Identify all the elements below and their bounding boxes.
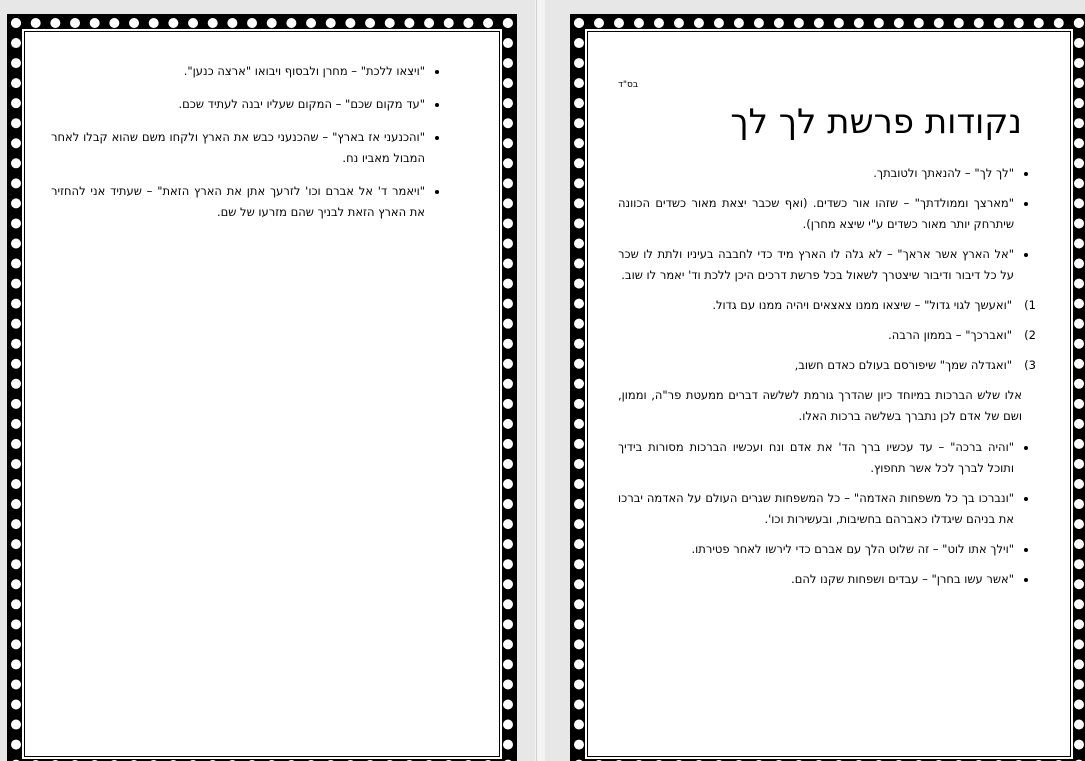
list-item: • "מארצך וממולדתך" – שזהו אור כשדים. (ואף שכבר יצאת מאור כשדים הכוונה שיתרחק יותר מאור כשדים ע"י שיצא מחרן). (618, 193, 1014, 235)
numbered-item (618, 295, 1036, 316)
list-item: • "לך לך" – להנאתך ולטובתך. (618, 163, 1014, 184)
list-item: • "אשר עשו בחרן" – עבדים ושפחות שקנו להם. (618, 569, 1014, 590)
list-item: • "ויאמר ד' אל אברם וכו' לזרעך אתן את הארץ הזאת" – שעתיד אני להחזיר את הארץ הזאת לבניך שהם מזרעו של שם. (51, 181, 425, 223)
bullet-list (51, 61, 447, 223)
list-item: • "אל הארץ אשר אראך" – לא גלה לו הארץ מיד כדי לחבבה בעיניו ולתת לו שכר על כל דיבור ודיבור שיצטרך לשאול בכל פרשת דרכים היכן ללכת וד' יאמר לו שוב. (618, 244, 1014, 286)
page-title: נקודות פרשת לך לך (730, 102, 1022, 142)
list-item: • "עד מקום שכם" – המקום שעליו יבנה לעתיד שכם. (51, 94, 425, 115)
item-number: 3) (1024, 357, 1036, 372)
page-2-content (51, 61, 447, 235)
bullet-list (618, 163, 1036, 286)
header-abbrev: בס"ד (618, 80, 639, 90)
numbered-item (618, 355, 1036, 376)
list-item: • "והכנעני אז בארץ" – שהכנעני כבש את הארץ ולקחו משם שהוא קבלו לאחר המבול מאביו נח. (51, 127, 425, 169)
item-number: 1) (1024, 297, 1036, 312)
item-text: "ואברכך" – בממון הרבה. (888, 327, 1012, 342)
item-text: "ואגדלה שמך" שיפורסם בעולם כאדם חשוב, (794, 357, 1012, 372)
body-paragraph: אלו שלש הברכות במיוחד כיון שהדרך גורמת לשלשה דברים ממעטת פר"ה, וממון, ושם של אדם לכן נתברך בשלשה ברכות האלו. (618, 387, 1022, 423)
list-item: • "ונברכו בך כל משפחות האדמה" – כל המשפחות שגרים העולם על האדמה יברכו את בניהם שיגדלו כאברהם בחשיבות, ובעשירות וכו'. (618, 488, 1014, 530)
page-2 (7, 14, 517, 761)
page-1 (570, 14, 1085, 761)
list-item: • "ויצאו ללכת" – מחרן ולבסוף ויבואו "ארצה כנען". (51, 61, 425, 82)
numbered-item (618, 325, 1036, 346)
item-number: 2) (1024, 327, 1036, 342)
numbered-list (618, 295, 1036, 376)
page-divider (536, 0, 537, 761)
item-text: "ואעשך לגוי גדול" – שיצאו ממנו צאצאים ויהיה ממנו עם גדול. (712, 297, 1012, 312)
list-item: • "וילך אתו לוט" – זה שלוט הלך עם אברם כדי לירשו לאחר פטירתו. (618, 539, 1014, 560)
list-item: • "והיה ברכה" – עד עכשיו ברך הד' את אדם ונח ועכשיו הברכות מסורות בידיך ותוכל לברך לכל אשר תחפוץ. (618, 437, 1014, 479)
page-1-content (618, 80, 1036, 599)
bullet-list (618, 437, 1036, 590)
